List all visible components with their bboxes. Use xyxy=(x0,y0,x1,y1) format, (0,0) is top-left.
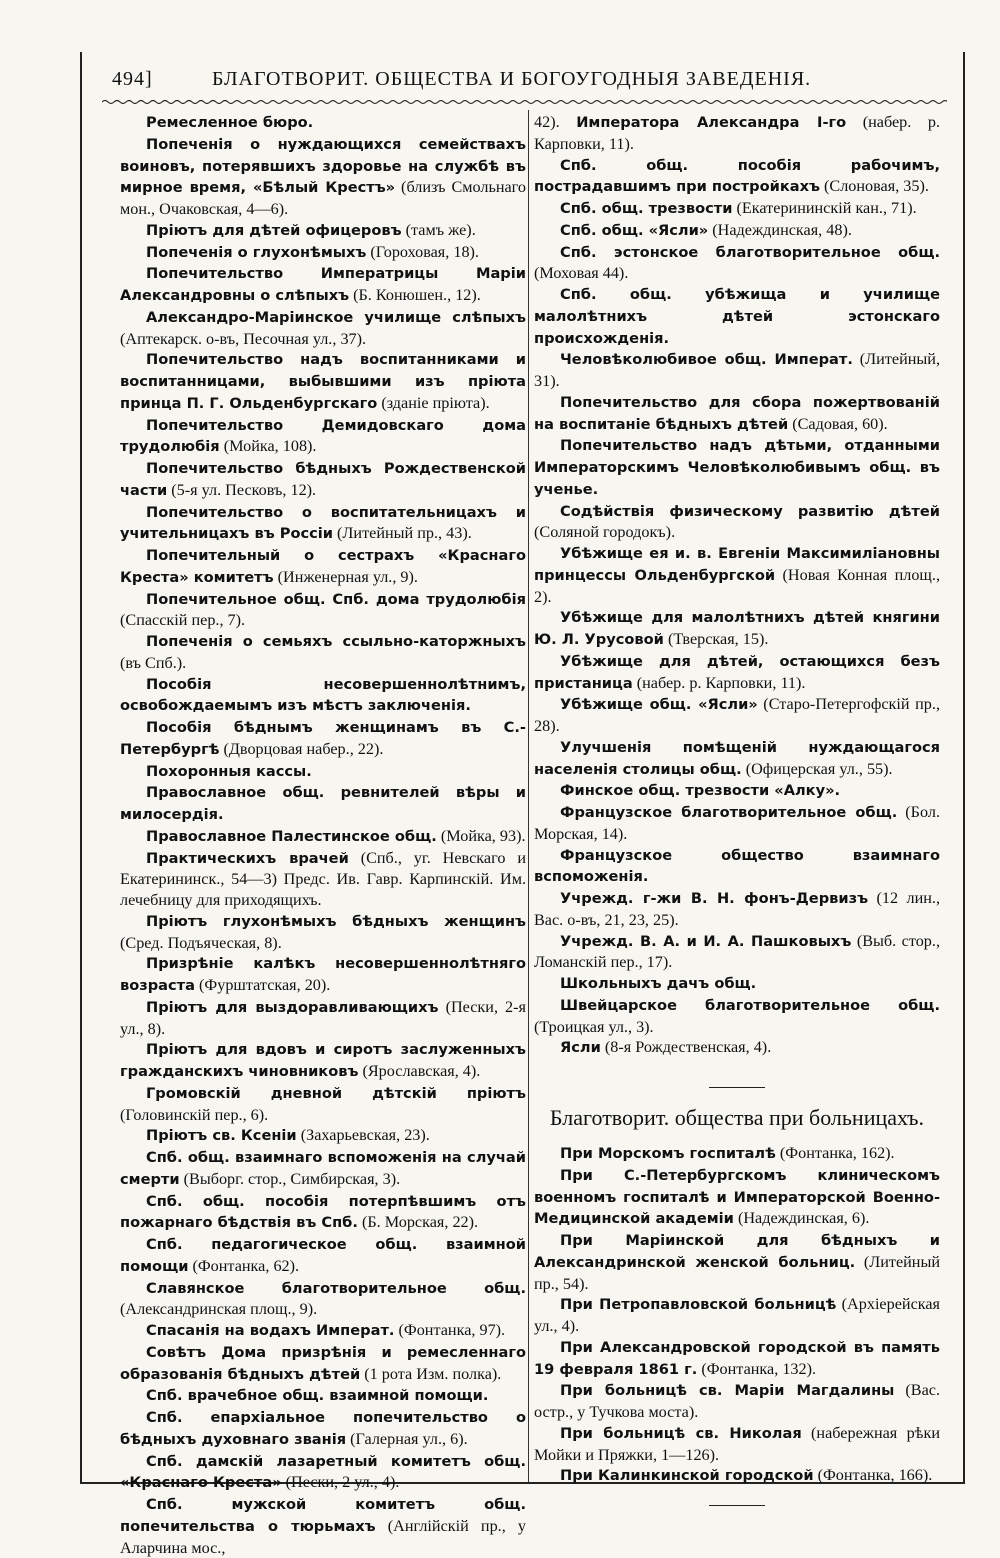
entry-name: Спб. общ. «Ясли» xyxy=(560,221,709,239)
section-entries xyxy=(534,1143,940,1487)
entry-name: Убѣжище общ. «Ясли» xyxy=(560,696,758,714)
entry-address: (набер. р. Карповки, 11). xyxy=(534,113,940,153)
directory-entry xyxy=(120,502,526,546)
right-column xyxy=(534,112,940,1506)
entry-name: Пріютъ св. Ксеніи xyxy=(146,1127,297,1145)
section-heading: Благотворит. общества при больницахъ. xyxy=(549,1105,925,1130)
entry-address: (1 рота Изм. полка). xyxy=(360,1364,502,1383)
entry-address: (Спасскій пер., 7). xyxy=(120,611,246,630)
entry-name: При Петропавловской больницѣ xyxy=(560,1296,837,1314)
directory-entry xyxy=(534,1465,940,1487)
entry-name: Совѣтъ Дома призрѣнія и ремесленнаго образованія бѣдныхъ дѣтей xyxy=(120,1343,526,1383)
entry-address: (Б. Морская, 22). xyxy=(357,1213,479,1232)
directory-entry xyxy=(120,717,526,761)
entry-address: (Литейный пр., 43). xyxy=(333,524,472,543)
entry-name: При С.-Петербургскомъ клиническомъ военномъ госпиталѣ и Императорской Военно-Медицинской академіи xyxy=(534,1166,940,1228)
directory-entry xyxy=(534,1294,940,1337)
directory-entry xyxy=(120,1083,526,1126)
directory-entry xyxy=(534,1380,940,1423)
entry-address: (Слоновая, 35). xyxy=(819,177,929,196)
directory-entry xyxy=(534,1143,940,1165)
entry-name: Спб. эстонское благотворительное общ. xyxy=(560,243,940,261)
entry-address: (Александринская площ., 9). xyxy=(120,1300,318,1319)
entry-address: (Спб., уг. Невскаго и Екатерининск., 54—3) Предс. Ив. Гавр. Карпинскій. Им. лечебницу для приходящихъ. xyxy=(120,848,526,909)
directory-entry xyxy=(534,651,940,695)
directory-entry xyxy=(534,198,940,220)
entry-name: Попечительство о воспитательницахъ и учительницахъ въ Россіи xyxy=(120,503,526,543)
entry-address: (Выб. стор., Ломанскій пер., 17). xyxy=(534,931,940,972)
directory-entry xyxy=(120,545,526,589)
entry-address: (въ Спб.). xyxy=(120,653,187,672)
entry-name: Александро-Маріинское училище слѣпыхъ xyxy=(146,308,526,326)
directory-entry xyxy=(534,607,940,651)
entry-name: При Маріинской для бѣдныхъ и Александринской женской больниц. xyxy=(534,1232,940,1271)
entry-name: Попечительство надъ воспитанниками и воспитанницами, выбывшими изъ пріюта принца П. Г. Ольденбургскаго xyxy=(120,351,526,412)
entry-address: (Троицкая ул., 3). xyxy=(534,1017,654,1036)
directory-entry xyxy=(534,780,940,802)
directory-entry xyxy=(120,1494,526,1558)
directory-entry xyxy=(120,631,526,674)
entry-address: (Фонтанка, 166). xyxy=(813,1466,933,1485)
directory-entry xyxy=(120,848,526,911)
directory-entry xyxy=(534,931,940,974)
directory-entry xyxy=(534,155,940,199)
entry-name: Школьныхъ дачъ общ. xyxy=(560,975,757,992)
directory-entry xyxy=(534,220,940,242)
entry-name: Французское общество взаимнаго вспоможенія. xyxy=(534,846,940,886)
entry-name: Финское общ. трезвости «Алку». xyxy=(560,782,841,800)
directory-entry xyxy=(120,263,526,307)
entry-address: (Англійскій пр., у Аларчина мос., xyxy=(120,1516,526,1557)
entry-name: Убѣжище для дѣтей, остающихся безъ пристаница xyxy=(534,652,940,692)
entry-address: 42). xyxy=(534,113,577,131)
entry-name: Попечительство надъ дѣтьми, отданными Императорскимъ Человѣколюбивымъ общ. въ ученье. xyxy=(534,437,940,498)
directory-entry xyxy=(534,888,940,931)
entry-address: (Бол. Морская, 14). xyxy=(534,803,940,843)
directory-entry xyxy=(534,1423,940,1466)
entry-name: Попечительное общ. Спб. дома трудолюбія xyxy=(146,590,526,608)
entry-name: Спб. мужской комитетъ общ. попечительства о тюрьмахъ xyxy=(120,1496,526,1535)
directory-entry xyxy=(120,1147,526,1191)
directory-entry xyxy=(534,284,940,349)
entry-name: Улучшенія помѣщеній нуждающагося населенія столицы общ. xyxy=(534,738,940,778)
directory-entry xyxy=(534,392,940,436)
entry-name: При Александровской городской въ память 19 февраля 1861 г. xyxy=(534,1338,940,1378)
entry-name: Попечительство Императрицы Маріи Александровны о слѣпыхъ xyxy=(120,265,526,304)
entry-name: Французское благотворительное общ. xyxy=(560,804,898,821)
directory-entry xyxy=(534,694,940,737)
directory-entry xyxy=(534,1337,940,1381)
entry-address: (тамъ же). xyxy=(401,220,476,239)
entry-name: Попеченія о нуждающихся семействахъ воиновъ, потерявшихъ здоровье на службѣ въ мирное время, «Бѣлый Крестъ» xyxy=(120,135,526,197)
entry-name: Православное общ. ревнителей вѣры и милосердія. xyxy=(120,784,526,823)
entry-address: (Тверская, 15). xyxy=(663,630,769,648)
directory-entry xyxy=(534,973,940,995)
entry-address: (Сред. Подъяческая, 8). xyxy=(120,933,282,952)
entry-name: Пособія несовершеннолѣтнимъ, освобождаемымъ изъ мѣстъ заключенія. xyxy=(120,675,526,715)
directory-entry xyxy=(534,1165,940,1230)
column-divider xyxy=(528,110,529,1482)
entry-address: (Архіерейская ул., 4). xyxy=(534,1295,940,1335)
entry-address: (Фонтанка, 97). xyxy=(394,1321,506,1339)
entry-address: (зданіе пріюта). xyxy=(377,393,490,412)
entry-address: (Б. Конюшен., 12). xyxy=(349,286,481,304)
entry-address: (Литейный пр., 54). xyxy=(534,1252,941,1293)
running-head xyxy=(82,52,963,96)
entry-address: (Соляной городокъ). xyxy=(534,523,676,542)
entry-address: (Вас. остр., у Тучкова моста). xyxy=(534,1381,940,1421)
entry-name: При Калинкинской городской xyxy=(560,1467,814,1485)
entry-name: Спб. врачебное общ. взаимной помощи. xyxy=(146,1387,489,1405)
entry-name: Спб. дамскій лазаретный комитетъ общ. «Краснаго Креста» xyxy=(120,1452,526,1492)
entry-name: Призрѣніе калѣкъ несовершеннолѣтняго возраста xyxy=(120,955,526,994)
directory-entry xyxy=(120,674,526,718)
entry-address: (Екатерининскій кан., 71). xyxy=(732,199,917,217)
entry-address: (Захарьевская, 23). xyxy=(296,1126,430,1145)
directory-entry xyxy=(534,543,940,607)
entry-address: (Гороховая, 18). xyxy=(366,242,479,261)
directory-entry xyxy=(120,1278,526,1321)
entry-name: Спб. педагогическое общ. взаимной помощи xyxy=(120,1236,526,1275)
entry-address: (Пески, 2 ул., 4). xyxy=(281,1473,400,1492)
directory-entry xyxy=(534,349,940,392)
directory-entry xyxy=(120,1451,526,1495)
entry-address: (Литейный, 31). xyxy=(534,350,940,390)
entry-name: Пріютъ для выздоравливающихъ xyxy=(146,998,439,1016)
wavy-rule xyxy=(102,98,947,106)
entry-address: (Выборг. стор., Симбирская, 3). xyxy=(179,1169,401,1188)
entry-address: (Мойка, 93). xyxy=(436,826,526,845)
entry-address: (Галерная ул., 6). xyxy=(346,1429,468,1448)
directory-entry xyxy=(120,220,526,242)
directory-entry xyxy=(534,242,940,285)
entry-address: (набережная рѣки Мойки и Пряжки, 1—126). xyxy=(534,1423,940,1464)
entry-name: Содѣйствія физическому развитію дѣтей xyxy=(560,502,940,520)
section-divider-bottom xyxy=(709,1505,765,1506)
entry-name: Славянское благотворительное общ. xyxy=(146,1279,526,1297)
entry-name: Попеченія о глухонѣмыхъ xyxy=(146,243,367,261)
directory-entry xyxy=(120,761,526,783)
entry-name: Швейцарское благотворительное общ. xyxy=(560,996,940,1014)
entry-address: (Мойка, 108). xyxy=(219,437,317,456)
entry-name: Спб. общ. убѣжища и училище малолѣтнихъ дѣтей эстонскаго происхожденія. xyxy=(534,286,940,347)
directory-entry xyxy=(120,1191,526,1235)
directory-entry xyxy=(120,1039,526,1083)
entry-name: Пріютъ для вдовъ и сиротъ заслуженныхъ гражданскихъ чиновниковъ xyxy=(120,1041,526,1080)
entry-name: Православное Палестинское общ. xyxy=(146,827,437,845)
directory-entry xyxy=(120,997,526,1040)
entry-name: Спб. епархіальное попечительство о бѣдныхъ духовнаго званія xyxy=(120,1409,526,1448)
entry-name: При больницѣ св. Маріи Магдалины xyxy=(560,1382,895,1400)
directory-entry xyxy=(120,242,526,264)
entry-address: (Садовая, 60). xyxy=(788,414,888,433)
entry-address: (Надеждинская, 48). xyxy=(708,220,852,239)
entry-address: (8-я Рождественская, 4). xyxy=(600,1038,772,1057)
entry-address: (Аптекарск. о-въ, Песочная ул., 37). xyxy=(120,329,367,348)
directory-entry xyxy=(120,112,526,134)
entry-address: (Ярославская, 4). xyxy=(358,1062,481,1080)
entry-name: Спб. общ. пособія потерпѣвшимъ отъ пожарнаго бѣдствія въ Спб. xyxy=(120,1192,526,1232)
entry-name: Похоронныя кассы. xyxy=(146,762,312,780)
directory-entry xyxy=(534,501,940,544)
entry-name: При Морскомъ госпиталѣ xyxy=(560,1145,776,1162)
entry-address: (Старо-Петергофскій пр., 28). xyxy=(534,695,940,735)
entry-name: При больницѣ св. Николая xyxy=(560,1424,802,1442)
directory-entry xyxy=(120,307,526,350)
directory-entry xyxy=(120,782,526,826)
directory-entry xyxy=(120,589,526,632)
entry-name: Пособія бѣднымъ женщинамъ въ С.-Петербургѣ xyxy=(120,719,526,758)
entry-name: Попеченія о семьяхъ ссыльно-каторжныхъ xyxy=(146,633,526,650)
entry-name: Ясли xyxy=(560,1039,601,1057)
directory-entry xyxy=(120,826,526,848)
directory-entry xyxy=(534,845,940,889)
directory-entry xyxy=(120,1234,526,1278)
entry-address: (Головинскій пер., 6). xyxy=(120,1105,269,1124)
entry-address: (Офицерская ул., 55). xyxy=(741,759,893,778)
entry-address: (близъ Смольнаго мон., Очаковская, 4—6). xyxy=(120,178,527,218)
directory-entry xyxy=(120,1342,526,1386)
directory-entry xyxy=(534,737,940,781)
entry-address: (Пески, 2-я ул., 8). xyxy=(120,997,526,1038)
directory-entry xyxy=(120,953,526,997)
section-divider-top xyxy=(709,1087,765,1088)
entry-name: Учрежд. г-жи В. Н. фонъ-Дервизъ xyxy=(560,890,869,907)
directory-entry xyxy=(120,1385,526,1407)
entry-name: Человѣколюбивое общ. Императ. xyxy=(560,351,853,369)
directory-entry xyxy=(534,802,940,845)
entry-name: Императора Александра I-го xyxy=(576,114,847,131)
directory-entry xyxy=(534,995,940,1038)
entry-name: Попечительство Демидовскаго дома трудолюбія xyxy=(120,416,526,456)
entry-name: Громовскій дневной дѣтскій пріютъ xyxy=(146,1084,526,1102)
entry-name: Убѣжище ея и. в. Евгеніи Максимиліановны принцессы Ольденбургской xyxy=(534,545,940,584)
entry-address: (Новая Конная площ., 2). xyxy=(534,565,940,606)
entry-name: Попечительство для сбора пожертвованій на воспитаніе бѣдныхъ дѣтей xyxy=(534,393,940,433)
entry-name: Ремесленное бюро. xyxy=(146,114,314,131)
entry-name: Спб. общ. взаимнаго вспоможенія на случай смерти xyxy=(120,1149,526,1188)
entry-name: Пріютъ глухонѣмыхъ бѣдныхъ женщинъ xyxy=(146,912,526,930)
page-number: 494] xyxy=(112,68,153,90)
entry-address: (набер. р. Карповки, 11). xyxy=(632,673,806,692)
directory-entry xyxy=(120,349,526,414)
entry-address: (Инженерная ул., 9). xyxy=(273,567,418,586)
entry-name: Попечительство бѣдныхъ Рождественской части xyxy=(120,460,526,499)
entry-address: (Надеждинская, 6). xyxy=(733,1209,870,1228)
entry-address: (Фонтанка, 162). xyxy=(775,1144,895,1162)
directory-entry xyxy=(534,435,940,500)
entry-name: Попечительный о сестрахъ «Краснаго Креста» комитетъ xyxy=(120,547,526,586)
entry-name: Пріютъ для дѣтей офицеровъ xyxy=(146,221,402,239)
directory-entry xyxy=(120,911,526,954)
directory-entry xyxy=(120,415,526,459)
entry-name: Практическихъ врачей xyxy=(146,849,349,867)
entry-address: (12 лин., Вас. о-въ, 21, 23, 25). xyxy=(534,889,941,929)
right-entries xyxy=(534,112,940,1059)
directory-entry xyxy=(120,134,526,220)
entry-name: Учрежд. В. А. и И. А. Пашковыхъ xyxy=(560,932,852,950)
directory-entry xyxy=(120,1320,526,1342)
header-title: БЛАГОТВОРИТ. ОБЩЕСТВА И БОГОУГОДНЫЯ ЗАВЕДЕНІЯ. xyxy=(212,68,812,90)
entry-name: Спб. общ. пособія рабочимъ, пострадавшимъ при постройкахъ xyxy=(534,156,940,196)
entry-name: Спасанія на водахъ Императ. xyxy=(146,1322,395,1339)
entry-address: (Дворцовая набер., 22). xyxy=(219,739,384,758)
entry-name: Спб. общ. трезвости xyxy=(560,200,733,217)
entry-address: (Фонтанка, 62). xyxy=(188,1256,300,1275)
left-column xyxy=(120,112,526,1558)
directory-entry xyxy=(120,458,526,502)
entry-address: (Моховая 44). xyxy=(534,264,629,283)
page-frame xyxy=(80,52,965,1557)
directory-entry xyxy=(534,1230,940,1294)
entry-name: Убѣжище для малолѣтнихъ дѣтей княгини Ю. Л. Урусовой xyxy=(534,609,940,648)
directory-entry xyxy=(534,112,940,155)
entry-address: (5-я ул. Песковъ, 12). xyxy=(167,480,317,499)
directory-entry xyxy=(120,1125,526,1147)
entry-address: (Фонтанка, 132). xyxy=(697,1359,817,1378)
directory-entry xyxy=(534,1037,940,1059)
directory-entry xyxy=(120,1407,526,1451)
entry-address: (Фурштатская, 20). xyxy=(195,976,331,994)
